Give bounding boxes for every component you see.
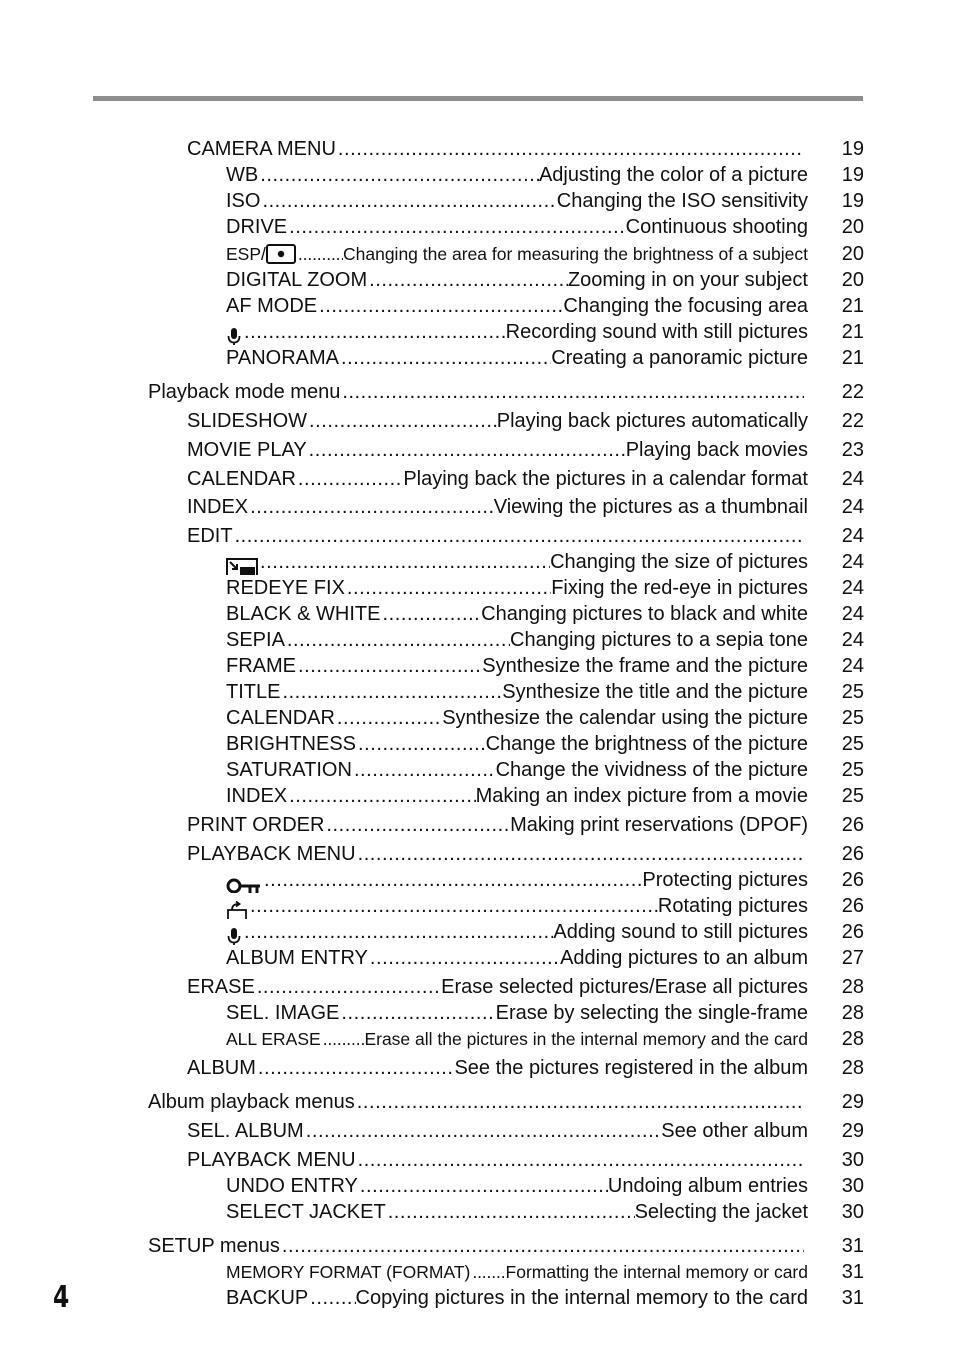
toc-description: Adjusting the color of a picture: [538, 164, 808, 186]
top-rule: [93, 96, 863, 101]
toc-page-number: 28: [841, 1057, 864, 1079]
toc-label: [226, 558, 258, 575]
toc-page-number: 22: [841, 410, 864, 432]
toc-row: [0, 731, 954, 757]
toc-label: [226, 327, 242, 345]
toc-page-number: 19: [841, 164, 864, 186]
toc-entry: [226, 705, 808, 731]
toc-entry: [226, 893, 808, 919]
toc-row: [0, 867, 954, 893]
dot-leader: [307, 437, 626, 463]
toc-page-number: 25: [841, 759, 864, 781]
toc-label-text: MOVIE PLAY: [187, 439, 307, 461]
toc-description: Erase all the pictures in the internal memory and the card: [364, 1029, 808, 1049]
toc-entry: [226, 1285, 808, 1311]
toc-page-number: 26: [841, 869, 864, 891]
toc-label-text: ALBUM ENTRY: [226, 947, 368, 969]
toc-label: [187, 523, 233, 549]
toc-label-text: BRIGHTNESS: [226, 733, 357, 755]
toc-label: [226, 945, 368, 971]
toc-entry: [226, 267, 808, 293]
toc-label-text: Playback mode menu: [148, 381, 341, 403]
toc-label: [226, 679, 280, 705]
toc-description: Selecting the jacket: [634, 1201, 808, 1223]
toc-entry: [226, 188, 808, 214]
toc-entry: [226, 241, 808, 267]
toc-label-text: CALENDAR: [226, 707, 335, 729]
toc-entry: [187, 1147, 804, 1173]
toc-label: [187, 494, 248, 520]
toc-label-text: PLAYBACK MENU: [187, 843, 356, 865]
toc-label-text: ALBUM: [187, 1057, 256, 1079]
dot-leader: [356, 731, 486, 757]
toc-label-text: UNDO ENTRY: [226, 1175, 358, 1197]
toc-label-text: FRAME: [226, 655, 296, 677]
toc-row: [0, 1285, 954, 1311]
toc-label-text: SEL. IMAGE: [226, 1002, 340, 1024]
toc-page-number: 28: [841, 1002, 864, 1024]
toc-entry: [187, 136, 804, 162]
toc-entry: [226, 293, 808, 319]
toc-page-number: 22: [841, 381, 864, 403]
toc-description: Viewing the pictures as a thumbnail: [493, 496, 808, 518]
toc-row: [0, 974, 954, 1000]
toc-label: [226, 1173, 358, 1199]
toc-row: [0, 1055, 954, 1081]
toc-page-number: 31: [841, 1235, 864, 1257]
dot-leader: [368, 945, 560, 971]
toc-page-number: 29: [841, 1091, 864, 1113]
toc-entry: [187, 841, 804, 867]
toc-entry: [148, 1089, 804, 1115]
toc-description: See other album: [661, 1120, 808, 1142]
dot-leader: [258, 549, 550, 575]
toc-row: [0, 627, 954, 653]
toc-page-number: 24: [841, 577, 864, 599]
toc-label: [226, 293, 317, 319]
toc-page-number: 28: [841, 1028, 864, 1050]
dot-leader: [339, 1000, 495, 1026]
toc-label-text: INDEX: [226, 785, 288, 807]
toc-entry: [226, 345, 808, 371]
toc-label: [226, 653, 296, 679]
toc-label-text: CALENDAR: [187, 468, 296, 490]
dot-leader: [262, 867, 642, 893]
toc-page-number: 26: [841, 843, 864, 865]
dot-leader: [307, 408, 497, 434]
toc-label-text: PLAYBACK MENU: [187, 1149, 356, 1171]
toc-entry: [226, 575, 808, 601]
toc-description: Making an index picture from a movie: [475, 785, 808, 807]
toc-page-number: 24: [841, 629, 864, 651]
toc-label: [187, 841, 356, 867]
toc-row: [0, 1000, 954, 1026]
toc-entry: [226, 653, 808, 679]
toc-page-number: 25: [841, 707, 864, 729]
toc-label: [226, 1199, 386, 1225]
toc-label-text: EDIT: [187, 525, 233, 547]
toc-row: [0, 1118, 954, 1144]
dot-leader: [358, 1173, 608, 1199]
toc-entry: [226, 214, 808, 240]
toc-entry: [226, 731, 808, 757]
page-number: 4: [53, 1280, 70, 1315]
toc-page-number: 28: [841, 976, 864, 998]
toc-row: [0, 214, 954, 240]
key-icon: [226, 877, 262, 893]
toc-row: [0, 679, 954, 705]
toc-entry: [187, 1055, 808, 1081]
toc-label: [187, 136, 336, 162]
toc-row: [0, 812, 954, 838]
toc-entry: [187, 974, 808, 1000]
toc-row: [0, 162, 954, 188]
dot-leader: [258, 162, 539, 188]
toc-label: [187, 1118, 304, 1144]
toc-row: [0, 319, 954, 345]
toc-row: [0, 575, 954, 601]
toc-label: [226, 877, 262, 893]
dot-leader: [280, 679, 502, 705]
toc-description: Changing the size of pictures: [550, 551, 808, 573]
toc-label-text: ALL ERASE: [226, 1029, 321, 1049]
toc-page-number: 25: [841, 733, 864, 755]
dot-leader: [340, 379, 804, 405]
toc-entry: [226, 549, 808, 575]
dot-leader: [260, 188, 556, 214]
toc-description: Changing pictures to a sepia tone: [510, 629, 808, 651]
dot-leader: [356, 1147, 804, 1173]
toc-description: Fixing the red-eye in pictures: [551, 577, 808, 599]
toc-row: [0, 705, 954, 731]
toc-row: [0, 1259, 954, 1285]
toc-label: [148, 379, 340, 405]
toc-description: Playing back movies: [625, 439, 808, 461]
toc-label-text: MEMORY FORMAT (FORMAT): [226, 1262, 471, 1282]
toc-label-text: SATURATION: [226, 759, 352, 781]
toc-label: [226, 214, 287, 240]
toc-label-text: SEPIA: [226, 629, 285, 651]
toc-page-number: 31: [841, 1287, 864, 1309]
dot-leader: [367, 267, 568, 293]
toc-row: [0, 893, 954, 919]
toc-label: [226, 627, 285, 653]
dot-leader: [335, 705, 442, 731]
toc-page-number: 25: [841, 785, 864, 807]
toc-description: Changing the ISO sensitivity: [556, 190, 808, 212]
toc-label: [148, 1089, 355, 1115]
toc-page-number: 24: [841, 655, 864, 677]
toc-description: Changing the focusing area: [563, 295, 808, 317]
toc-label-text: WB: [226, 164, 259, 186]
dot-leader: [317, 293, 563, 319]
toc-description: Erase by selecting the single-frame: [495, 1002, 808, 1024]
toc-page-number: 21: [841, 321, 864, 343]
toc-entry: [226, 601, 808, 627]
toc-label: [148, 1233, 280, 1259]
toc-row: [0, 466, 954, 492]
toc-description: Changing the area for measuring the brightness of a subject: [342, 244, 808, 264]
toc-label: [187, 1055, 256, 1081]
toc-row: [0, 945, 954, 971]
dot-leader: [296, 653, 482, 679]
toc-row: [0, 1233, 954, 1259]
toc-description: Synthesize the frame and the picture: [482, 655, 808, 677]
toc-label: [226, 1285, 308, 1311]
toc-label: [187, 408, 307, 434]
dot-leader: [287, 214, 626, 240]
dot-leader: [386, 1199, 635, 1225]
toc-label: [226, 705, 335, 731]
toc-entry: [148, 379, 804, 405]
toc-label-text: ESP/: [226, 244, 266, 264]
toc-page-number: 24: [841, 525, 864, 547]
toc-label-text: SETUP menus: [148, 1235, 280, 1257]
toc-entry: [226, 919, 808, 945]
toc-label-text: BACKUP: [226, 1287, 309, 1309]
toc-entry: [187, 408, 808, 434]
dot-leader: [242, 919, 553, 945]
toc-label: [226, 601, 380, 627]
toc-description: Protecting pictures: [642, 869, 808, 891]
toc-label-text: DIGITAL ZOOM: [226, 269, 368, 291]
toc-label-text: CAMERA MENU: [187, 138, 336, 160]
toc-page-number: 26: [841, 921, 864, 943]
dot-leader: [256, 1055, 455, 1081]
toc-description: Creating a panoramic picture: [551, 347, 808, 369]
toc-entry: [226, 162, 808, 188]
dot-leader: [355, 1089, 804, 1115]
toc-label: [226, 901, 248, 919]
dot-leader: [352, 757, 496, 783]
toc-label: [226, 731, 356, 757]
dot-leader: [324, 812, 510, 838]
toc-label-text: INDEX: [187, 496, 249, 518]
toc-label-text: REDEYE FIX: [226, 577, 345, 599]
toc-label: [226, 345, 339, 371]
toc-row: [0, 494, 954, 520]
toc-entry: [226, 783, 808, 809]
toc-description: Formatting the internal memory or card: [505, 1262, 808, 1282]
toc-page-number: 29: [841, 1120, 864, 1142]
toc-description: Change the brightness of the picture: [485, 733, 808, 755]
dot-leader: [356, 841, 804, 867]
toc-row: [0, 523, 954, 549]
spot-metering-icon: [266, 244, 296, 264]
toc-label: [226, 927, 242, 945]
toc-entry: [226, 1000, 808, 1026]
resize-icon: [226, 558, 258, 575]
toc-label-text: PRINT ORDER: [187, 814, 325, 836]
rotate-icon: [226, 901, 248, 919]
toc-label: [187, 437, 307, 463]
dot-leader: [287, 783, 476, 809]
dot-leader: [255, 974, 441, 1000]
dot-leader: [321, 1026, 365, 1052]
toc-entry: [226, 319, 808, 345]
toc-label: [226, 575, 345, 601]
toc-row: [0, 345, 954, 371]
dot-leader: [248, 494, 494, 520]
dot-leader: [280, 1233, 804, 1259]
toc-page-number: 20: [841, 216, 864, 238]
toc-description: Changing pictures to black and white: [481, 603, 808, 625]
toc-page-number: 20: [841, 269, 864, 291]
toc-label-text: Album playback menus: [148, 1091, 355, 1113]
toc-row: [0, 293, 954, 319]
toc-page-number: 31: [841, 1261, 864, 1283]
toc-label-text: SEL. ALBUM: [187, 1120, 304, 1142]
toc-entry: [226, 1026, 808, 1052]
toc-row: [0, 1089, 954, 1115]
toc-label: [226, 1259, 470, 1285]
toc-label: [187, 466, 296, 492]
toc-page-number: 21: [841, 347, 864, 369]
dot-leader: [242, 319, 506, 345]
toc-description: Synthesize the calendar using the picture: [442, 707, 808, 729]
toc-description: Recording sound with still pictures: [505, 321, 808, 343]
toc-label-text: ERASE: [187, 976, 255, 998]
toc-label: [187, 974, 255, 1000]
toc-description: Rotating pictures: [657, 895, 808, 917]
toc-description: Adding sound to still pictures: [553, 921, 808, 943]
toc-row: [0, 601, 954, 627]
dot-leader: [296, 241, 343, 267]
toc-label-text: BLACK & WHITE: [226, 603, 381, 625]
toc-label-text: ISO: [226, 190, 261, 212]
toc-row: [0, 136, 954, 162]
toc-entry: [187, 437, 808, 463]
dot-leader: [380, 601, 481, 627]
toc-entry: [226, 867, 808, 893]
toc-page-number: 24: [841, 551, 864, 573]
toc-description: Synthesize the title and the picture: [502, 681, 808, 703]
toc-label: [187, 1147, 356, 1173]
toc-page-number: 20: [841, 243, 864, 265]
toc-description: Adding pictures to an album: [560, 947, 808, 969]
toc-row: [0, 241, 954, 267]
dot-leader: [248, 893, 658, 919]
toc-label: [226, 267, 367, 293]
toc-row: [0, 1147, 954, 1173]
toc-entry: [187, 812, 808, 838]
toc-row: [0, 653, 954, 679]
toc-row: [0, 757, 954, 783]
toc-entry: [226, 945, 808, 971]
toc-entry: [226, 1173, 808, 1199]
toc-entry: [187, 1118, 808, 1144]
toc-row: [0, 188, 954, 214]
toc-row: [0, 549, 954, 575]
toc-description: See the pictures registered in the album: [454, 1057, 808, 1079]
toc-row: [0, 841, 954, 867]
dot-leader: [345, 575, 551, 601]
toc-entry: [226, 679, 808, 705]
toc-entry: [226, 627, 808, 653]
toc-entry: [226, 1199, 808, 1225]
toc-label-text: DRIVE: [226, 216, 288, 238]
toc-row: [0, 379, 954, 405]
toc-label: [226, 1026, 321, 1052]
toc-row: [0, 1026, 954, 1052]
toc-row: [0, 408, 954, 434]
toc-row: [0, 1199, 954, 1225]
toc-label: [226, 162, 258, 188]
toc-description: Making print reservations (DPOF): [510, 814, 808, 836]
toc-entry: [226, 757, 808, 783]
toc-label: [226, 188, 260, 214]
toc-label: [226, 757, 352, 783]
toc-page-number: 24: [841, 468, 864, 490]
toc-label-text: AF MODE: [226, 295, 318, 317]
toc-label: [187, 812, 324, 838]
toc-description: Erase selected pictures/Erase all pictures: [441, 976, 808, 998]
toc-label-text: PANORAMA: [226, 347, 339, 369]
toc-description: Change the vividness of the picture: [495, 759, 808, 781]
dot-leader: [339, 345, 551, 371]
toc-entry: [187, 494, 808, 520]
microphone-icon: [226, 927, 242, 945]
toc-label: [226, 783, 287, 809]
toc-description: Continuous shooting: [625, 216, 808, 238]
toc-page-number: 30: [841, 1175, 864, 1197]
toc-page-number: 25: [841, 681, 864, 703]
toc-label-text: TITLE: [226, 681, 281, 703]
toc-description: Copying pictures in the internal memory to the card: [355, 1287, 808, 1309]
toc-page-number: 30: [841, 1201, 864, 1223]
toc-entry: [187, 523, 804, 549]
toc-label-text: SLIDESHOW: [187, 410, 308, 432]
toc-description: Zooming in on your subject: [567, 269, 808, 291]
toc-page-number: 24: [841, 496, 864, 518]
toc-label: [226, 241, 296, 267]
toc-entry: [148, 1233, 804, 1259]
toc-row: [0, 437, 954, 463]
toc-description: Playing back pictures automatically: [496, 410, 808, 432]
toc-page-number: 24: [841, 603, 864, 625]
toc-page-number: 27: [841, 947, 864, 969]
toc-label-text: SELECT JACKET: [226, 1201, 386, 1223]
dot-leader: [233, 523, 804, 549]
dot-leader: [336, 136, 804, 162]
dot-leader: [304, 1118, 662, 1144]
toc-page-number: 26: [841, 814, 864, 836]
toc-page-number: 19: [841, 138, 864, 160]
toc-label: [226, 1000, 339, 1026]
toc-page-number: 21: [841, 295, 864, 317]
toc-description: Undoing album entries: [607, 1175, 808, 1197]
toc-page-number: 23: [841, 439, 864, 461]
dot-leader: [285, 627, 510, 653]
toc-page-number: 30: [841, 1149, 864, 1171]
toc-description: Playing back the pictures in a calendar format: [403, 468, 808, 490]
toc-entry: [226, 1259, 808, 1285]
microphone-icon: [226, 327, 242, 345]
toc-row: [0, 919, 954, 945]
toc-page-number: 26: [841, 895, 864, 917]
dot-leader: [296, 466, 403, 492]
toc-entry: [187, 466, 808, 492]
toc-page-number: 19: [841, 190, 864, 212]
dot-leader: [470, 1259, 505, 1285]
toc-row: [0, 783, 954, 809]
dot-leader: [308, 1285, 355, 1311]
toc-row: [0, 267, 954, 293]
toc-row: [0, 1173, 954, 1199]
